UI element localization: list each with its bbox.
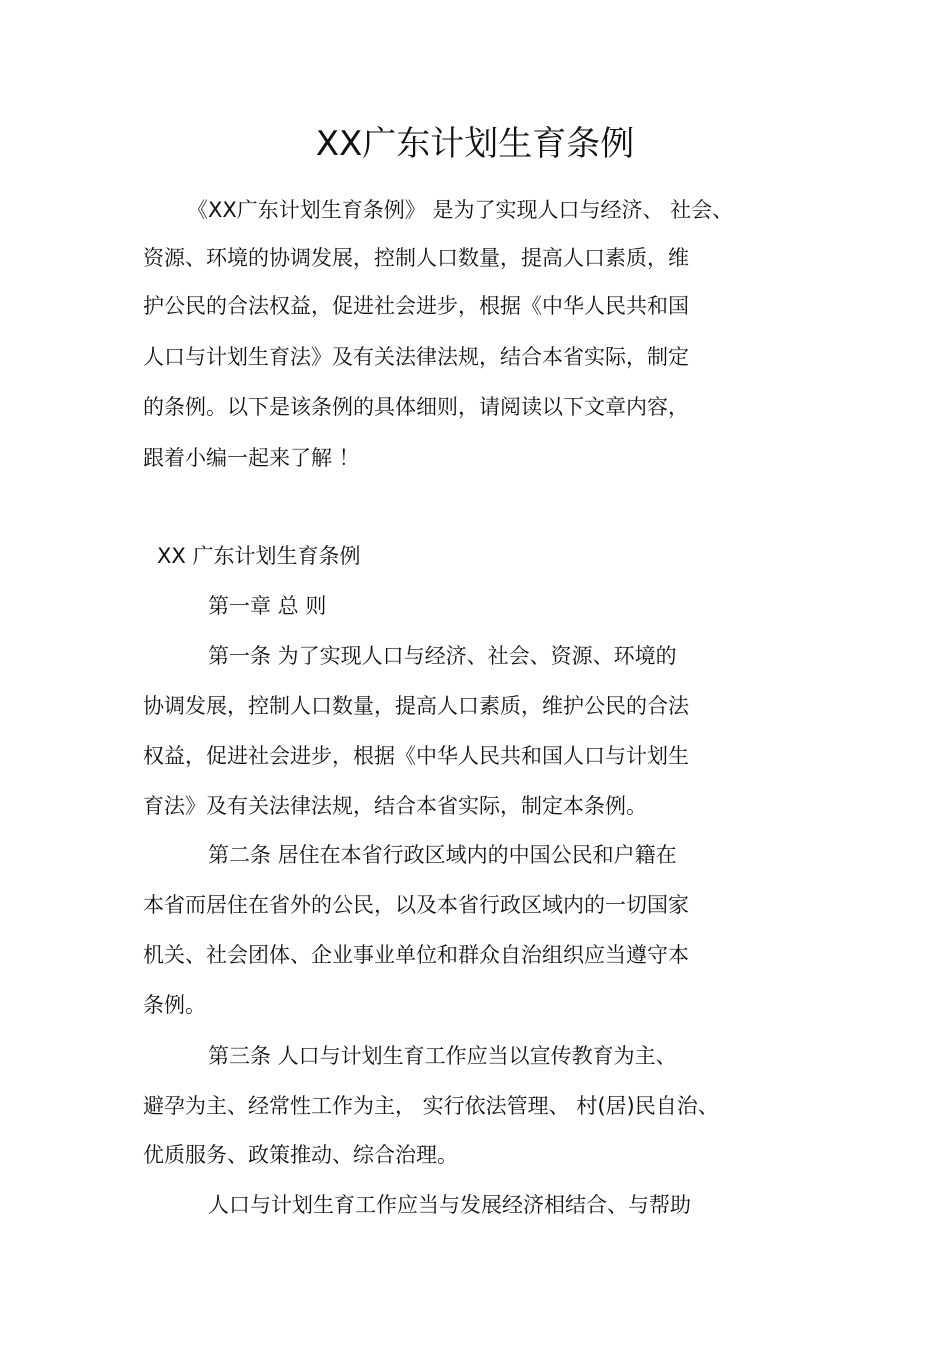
article-1-line-2: 协调发展，控制人口数量，提高人口素质，维护公民的合法 — [143, 694, 689, 718]
intro-line-6: 跟着小编一起来了解 ！ — [143, 446, 360, 470]
intro-line-4: 人口与计划生育法》及有关法律法规，结合本省实际，制定 — [143, 345, 689, 369]
intro-line-1: 《XX广东计划生育条例》 是为了实现人口与经济、 社会、 — [187, 198, 734, 222]
intro-line-2: 资源、环境的协调发展，控制人口数量，提高人口素质，维 — [143, 246, 689, 270]
article-3-line-1: 第三条 人口与计划生育工作应当以宣传教育为主、 — [208, 1044, 677, 1068]
article-3-line-2: 避孕为主、经常性工作为主， 实行依法管理、 村(居)民自治、 — [143, 1094, 719, 1118]
article-2-line-2: 本省而居住在省外的公民，以及本省行政区域内的一切国家 — [143, 893, 689, 917]
article-3-line-3: 优质服务、政策推动、综合治理。 — [143, 1143, 458, 1167]
article-1-line-4: 育法》及有关法律法规，结合本省实际，制定本条例。 — [143, 794, 647, 818]
article-2-line-3: 机关、社会团体、企业事业单位和群众自治组织应当遵守本 — [143, 943, 689, 967]
article-2-line-4: 条例。 — [143, 993, 206, 1017]
chapter-heading: 第一章 总 则 — [208, 594, 327, 618]
intro-line-5: 的条例。以下是该条例的具体细则，请阅读以下文章内容， — [143, 395, 689, 419]
article-2-line-1: 第二条 居住在本省行政区域内的中国公民和户籍在 — [208, 843, 677, 867]
article-1-line-3: 权益，促进社会进步，根据《中华人民共和国人口与计划生 — [143, 744, 689, 768]
document-subtitle: XX 广东计划生育条例 — [157, 544, 361, 568]
intro-line-3: 护公民的合法权益，促进社会进步，根据《中华人民共和国 — [143, 294, 689, 318]
article-3-para-2-line-1: 人口与计划生育工作应当与发展经济相结合、与帮助 — [208, 1193, 691, 1217]
article-1-line-1: 第一条 为了实现人口与经济、社会、资源、环境的 — [208, 644, 677, 668]
document-title: XX广东计划生育条例 — [315, 124, 635, 164]
